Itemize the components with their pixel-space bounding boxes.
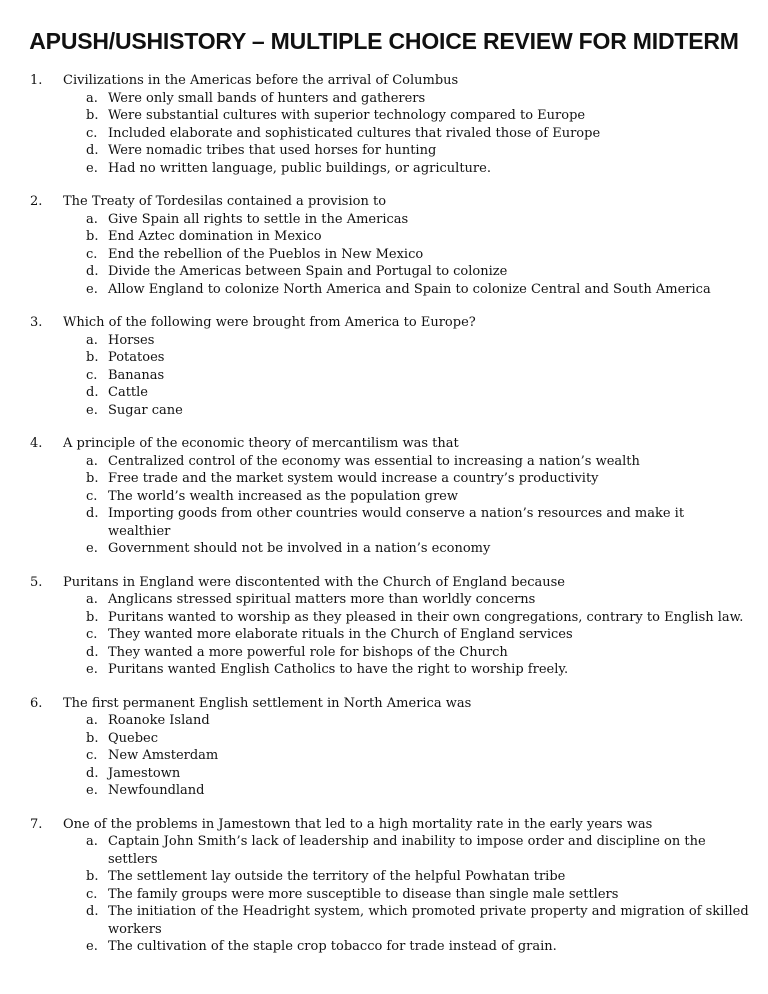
question-number: 5. — [30, 574, 43, 590]
question-text: One of the problems in Jamestown that led to a high mortality rate in the early years was — [63, 816, 653, 832]
answer-option-d — [30, 765, 750, 783]
question-number: 3. — [30, 315, 43, 330]
option-text: Horses — [108, 332, 155, 348]
option-text: Had no written language, public buildings, or agriculture. — [108, 160, 491, 176]
question-number: 4. — [30, 436, 43, 451]
option-letter: b. — [86, 869, 99, 884]
question-number: 2. — [30, 194, 43, 209]
option-text: Free trade and the market system would increase a country’s productivity — [108, 471, 599, 486]
option-letter: d. — [86, 385, 99, 400]
option-text: Centralized control of the economy was essential to increasing a nation’s wealth — [108, 453, 640, 469]
question-stem — [30, 816, 750, 834]
answer-option-c — [30, 125, 750, 143]
option-text: Puritans wanted English Catholics to have the right to worship freely. — [108, 662, 569, 677]
question-7 — [30, 816, 750, 956]
answer-option-e — [30, 661, 750, 679]
answer-option-c — [30, 626, 750, 644]
answer-option-c — [30, 367, 750, 385]
answer-option-c — [30, 886, 750, 904]
answer-option-e — [30, 281, 750, 299]
option-letter: b. — [86, 471, 99, 486]
answer-option-a — [30, 833, 750, 868]
option-letter: a. — [86, 453, 98, 469]
option-text: Jamestown — [108, 765, 181, 781]
option-text: Were nomadic tribes that used horses for hunting — [108, 143, 437, 158]
question-stem — [30, 314, 750, 332]
answer-option-c — [30, 488, 750, 506]
answer-option-e — [30, 782, 750, 800]
option-text: Government should not be involved in a nation’s economy — [108, 541, 491, 556]
option-letter: d. — [86, 264, 99, 279]
option-text: Sugar cane — [108, 402, 183, 418]
option-text: Allow England to colonize North America and Spain to colonize Central and South America — [108, 281, 711, 297]
option-text: Quebec — [108, 730, 159, 746]
answer-option-e — [30, 402, 750, 420]
option-letter: a. — [86, 332, 98, 348]
option-letter: e. — [86, 662, 98, 677]
option-letter: c. — [86, 246, 98, 262]
option-text: New Amsterdam — [108, 748, 219, 763]
answer-option-d — [30, 142, 750, 160]
option-letter: c. — [86, 886, 98, 902]
option-text: End the rebellion of the Pueblos in New Mexico — [108, 246, 424, 262]
question-stem — [30, 435, 750, 453]
answer-option-d — [30, 263, 750, 281]
option-text: Puritans wanted to worship as they pleased in their own congregations, contrary to English law. — [108, 609, 744, 625]
option-letter: a. — [86, 211, 98, 227]
answer-option-e — [30, 160, 750, 178]
option-letter: c. — [86, 125, 98, 141]
option-text: The world’s wealth increased as the population grew — [108, 488, 458, 504]
option-letter: b. — [86, 108, 99, 123]
option-text: Included elaborate and sophisticated cultures that rivaled those of Europe — [108, 125, 601, 141]
question-stem — [30, 193, 750, 211]
answer-option-b — [30, 107, 750, 125]
option-letter: e. — [86, 939, 98, 954]
option-letter: c. — [86, 748, 98, 763]
option-letter: e. — [86, 541, 98, 556]
option-letter: a. — [86, 90, 98, 106]
option-text: Give Spain all rights to settle in the Americas — [108, 211, 409, 227]
question-list — [30, 72, 750, 956]
question-3 — [30, 314, 750, 419]
question-text: A principle of the economic theory of mercantilism was that — [63, 436, 459, 451]
question-number: 7. — [30, 816, 43, 832]
answer-option-b — [30, 228, 750, 246]
option-text: Roanoke Island — [108, 713, 210, 728]
answer-option-e — [30, 938, 750, 956]
answer-option-d — [30, 644, 750, 662]
answer-option-a — [30, 453, 750, 471]
question-text: Puritans in England were discontented with the Church of England because — [63, 574, 565, 590]
answer-option-a — [30, 332, 750, 350]
option-letter: e. — [86, 783, 98, 798]
option-letter: d. — [86, 644, 99, 660]
question-stem — [30, 72, 750, 90]
option-text: The family groups were more susceptible to disease than single male settlers — [108, 886, 619, 902]
question-text: Civilizations in the Americas before the arrival of Columbus — [63, 73, 459, 88]
option-letter: d. — [86, 143, 99, 158]
option-text: The initiation of the Headright system, which promoted private property and migration of skilled workers — [108, 904, 749, 937]
question-6 — [30, 695, 750, 800]
option-letter: e. — [86, 402, 98, 418]
question-number: 1. — [30, 73, 43, 88]
option-text: The cultivation of the staple crop tobacco for trade instead of grain. — [108, 939, 557, 954]
question-2 — [30, 193, 750, 298]
answer-option-d — [30, 384, 750, 402]
question-text: The Treaty of Tordesilas contained a provision to — [63, 194, 387, 209]
option-letter: e. — [86, 281, 98, 297]
option-text: Importing goods from other countries would conserve a nation’s resources and make it wealthier — [108, 506, 685, 539]
option-letter: a. — [86, 592, 98, 607]
option-text: Were substantial cultures with superior technology compared to Europe — [108, 108, 586, 123]
option-text: Cattle — [108, 385, 148, 400]
answer-option-b — [30, 730, 750, 748]
option-letter: b. — [86, 350, 99, 365]
option-letter: d. — [86, 506, 99, 521]
option-text: Divide the Americas between Spain and Portugal to colonize — [108, 264, 508, 279]
option-text: Captain John Smith’s lack of leadership and inability to impose order and discipline on the settlers — [108, 834, 706, 867]
page-title: APUSH/USHISTORY – MULTIPLE CHOICE REVIEW FOR MIDTERM — [29, 28, 739, 54]
answer-option-d — [30, 903, 750, 938]
question-stem — [30, 695, 750, 713]
option-letter: b. — [86, 730, 99, 746]
answer-option-b — [30, 349, 750, 367]
answer-option-d — [30, 505, 750, 540]
option-text: End Aztec domination in Mexico — [108, 229, 322, 244]
option-letter: d. — [86, 765, 99, 781]
answer-option-a — [30, 211, 750, 229]
answer-option-a — [30, 90, 750, 108]
question-1 — [30, 72, 750, 177]
question-number: 6. — [30, 695, 43, 711]
option-letter: c. — [86, 627, 98, 642]
question-stem — [30, 574, 750, 592]
answer-option-a — [30, 591, 750, 609]
answer-option-e — [30, 540, 750, 558]
option-letter: a. — [86, 713, 98, 728]
option-text: Were only small bands of hunters and gatherers — [108, 90, 426, 106]
option-text: Potatoes — [108, 350, 165, 365]
option-letter: d. — [86, 904, 99, 919]
option-letter: a. — [86, 834, 98, 849]
option-letter: c. — [86, 367, 98, 383]
option-letter: b. — [86, 229, 99, 244]
option-letter: c. — [86, 488, 98, 504]
answer-option-c — [30, 246, 750, 264]
option-text: Bananas — [108, 367, 165, 383]
question-text: Which of the following were brought from America to Europe? — [63, 315, 476, 330]
option-letter: e. — [86, 160, 98, 176]
option-text: Newfoundland — [108, 783, 205, 798]
answer-option-b — [30, 868, 750, 886]
answer-option-b — [30, 609, 750, 627]
answer-option-a — [30, 712, 750, 730]
option-text: They wanted more elaborate rituals in the Church of England services — [108, 627, 573, 642]
question-text: The first permanent English settlement in North America was — [63, 695, 472, 711]
answer-option-c — [30, 747, 750, 765]
answer-option-b — [30, 470, 750, 488]
option-text: They wanted a more powerful role for bishops of the Church — [108, 644, 508, 660]
question-5 — [30, 574, 750, 679]
question-4 — [30, 435, 750, 558]
option-letter: b. — [86, 609, 99, 625]
option-text: Anglicans stressed spiritual matters more than worldly concerns — [108, 592, 536, 607]
option-text: The settlement lay outside the territory of the helpful Powhatan tribe — [108, 869, 566, 884]
